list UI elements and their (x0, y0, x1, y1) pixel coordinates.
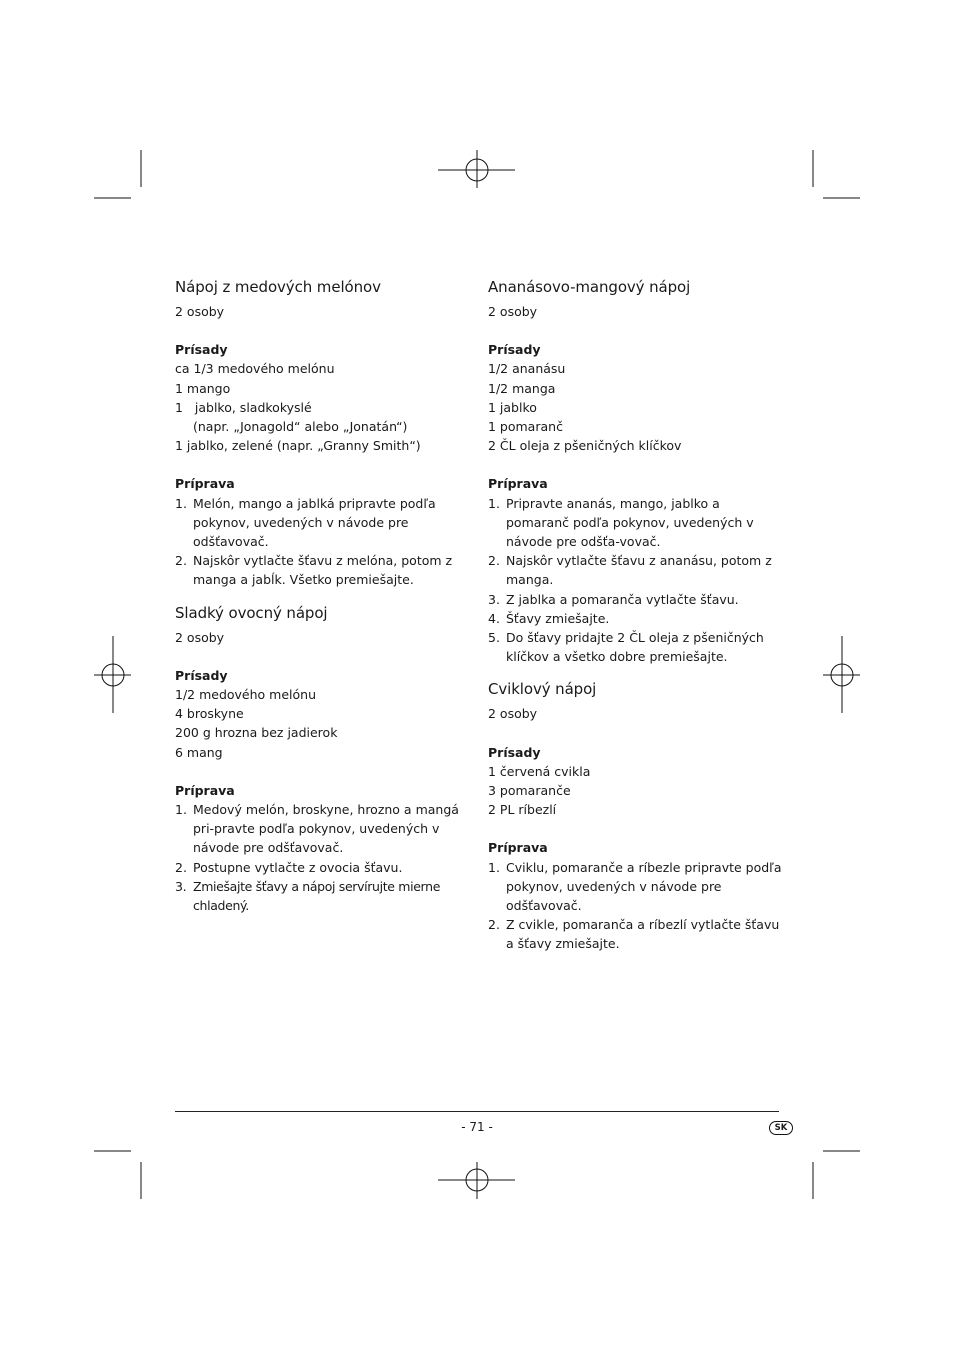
step-text: Zmiešajte šťavy a nápoj servírujte mierne chladený. (193, 878, 441, 914)
preparation-heading: Príprava (175, 476, 235, 492)
preparation-steps (488, 494, 783, 667)
step-number: 4. (488, 610, 500, 626)
preparation-steps (175, 800, 470, 915)
ingredients-list (175, 685, 470, 762)
recipe-title: Sladký ovocný nápoj (175, 603, 328, 622)
ingredient-item: 1/2 manga (488, 380, 556, 396)
ingredient-item: 200 g hrozna bez jadierok (175, 725, 338, 741)
step-item (488, 590, 783, 609)
ingredient-item: 1 pomaranč (488, 419, 563, 435)
ingredients-list (175, 359, 470, 455)
ingredient-item: 1 jablko, zelené (napr. „Granny Smith“) (175, 438, 421, 454)
recipe-honeydew-drink (175, 276, 470, 590)
step-number: 2. (175, 859, 187, 875)
step-text: Melón, mango a jablká pripravte podľa pokynov, uvedených v návode pre odšťavovač. (193, 495, 436, 550)
step-item (175, 800, 470, 858)
recipe-servings: 2 osoby (488, 304, 538, 319)
step-number: 5. (488, 630, 500, 646)
step-item (488, 551, 783, 589)
ingredients-list (488, 359, 783, 455)
ingredient-item: 1 mango (175, 380, 231, 396)
page-number: - 71 - (461, 1120, 493, 1134)
step-text: Postupne vytlačte z ovocia šťavu. (193, 859, 403, 875)
step-number: 2. (175, 553, 187, 569)
ingredient-item: 2 PL ríbezlí (488, 802, 557, 818)
footer-divider (175, 1111, 779, 1112)
step-number: 2. (488, 917, 500, 933)
step-number: 3. (175, 878, 187, 894)
recipe-servings: 2 osoby (175, 629, 225, 645)
right-column (488, 276, 783, 966)
step-item (175, 494, 470, 552)
recipe-pineapple-mango-drink (488, 276, 783, 666)
recipe-title: Nápoj z medových melónov (175, 278, 381, 296)
step-text: Z cvikle, pomaranča a ríbezlí vytlačte šťavu a šťavy zmiešajte. (506, 917, 780, 952)
ingredient-item: 1 jablko (488, 399, 537, 415)
step-text: Do šťavy pridajte 2 ČL oleja z pšeničných klíčkov a všetko dobre premiešajte. (506, 630, 764, 665)
step-text: Najskôr vytlačte šťavu z melóna, potom z manga a jabĺk. Všetko premiešajte. (193, 553, 453, 588)
step-number: 1. (175, 802, 187, 818)
recipe-servings: 2 osoby (488, 706, 538, 722)
ingredient-item: 1 červená cvikla (488, 763, 591, 779)
step-text: Medový melón, broskyne, hrozno a mangá pri-pravte podľa pokynov, uvedených v návode pre odšťavovač. (193, 802, 459, 856)
ingredient-item: 2 ČL oleja z pšeničných klíčkov (488, 438, 682, 454)
step-item (488, 915, 783, 953)
step-item (488, 609, 783, 628)
ingredient-item: 1 jablko, sladkokyslé (175, 399, 312, 415)
step-number: 3. (488, 591, 500, 607)
ingredient-item: (napr. „Jonagold“ alebo „Jonatán“) (193, 419, 408, 435)
step-text: Z jablka a pomaranča vytlačte šťavu. (506, 591, 739, 607)
ingredient-item: ca 1/3 medového melónu (175, 361, 335, 377)
ingredient-item: 1/2 medového melónu (175, 687, 317, 703)
ingredient-item: 3 pomaranče (488, 783, 571, 799)
step-text: Najskôr vytlačte šťavu z ananásu, potom z manga. (506, 553, 772, 588)
ingredient-item: 1/2 ananásu (488, 361, 566, 377)
step-number: 1. (175, 495, 187, 511)
preparation-steps (175, 494, 470, 590)
step-item (175, 858, 470, 877)
recipe-title: Cviklový nápoj (488, 680, 597, 699)
step-number: 1. (488, 495, 500, 511)
recipe-servings: 2 osoby (175, 304, 225, 319)
preparation-heading: Príprava (175, 782, 235, 798)
step-item (488, 494, 783, 552)
step-text: Cviklu, pomaranče a ríbezle pripravte podľa pokynov, uvedených v návode pre odšťavovač. (506, 859, 782, 914)
step-item (175, 877, 470, 915)
preparation-steps (488, 858, 783, 954)
step-text: Šťavy zmiešajte. (506, 610, 610, 626)
recipe-title: Ananásovo-mangový nápoj (488, 278, 691, 296)
step-text: Pripravte ananás, mango, jablko a pomaranč podľa pokynov, uvedených v návode pre odšťa-vovač. (506, 495, 754, 550)
left-column (175, 276, 470, 927)
ingredients-heading: Prísady (175, 667, 228, 683)
ingredients-heading: Prísady (488, 744, 541, 760)
ingredient-item: 6 mang (175, 744, 223, 760)
preparation-heading: Príprava (488, 840, 548, 856)
step-item (488, 858, 783, 916)
ingredients-heading: Prísady (488, 342, 541, 358)
step-number: 1. (488, 859, 500, 875)
language-badge: SK (769, 1121, 793, 1135)
ingredient-item: 4 broskyne (175, 706, 244, 722)
step-item (488, 628, 783, 666)
preparation-heading: Príprava (488, 476, 548, 492)
recipe-sweet-fruit-drink (175, 602, 470, 916)
step-number: 2. (488, 553, 500, 569)
ingredients-heading: Prísady (175, 342, 228, 358)
recipe-beetroot-drink (488, 678, 783, 953)
ingredients-list (488, 762, 783, 820)
step-item (175, 551, 470, 589)
